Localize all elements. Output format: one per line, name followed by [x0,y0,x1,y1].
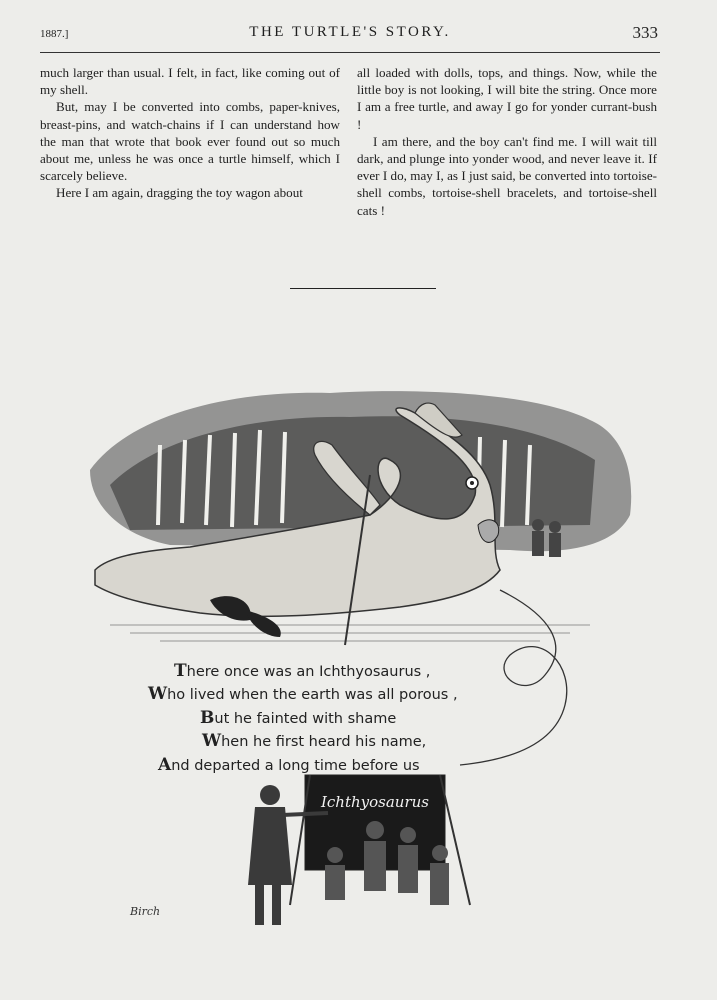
section-divider [290,288,436,289]
header-date: 1887.] [40,28,69,40]
verse-line: But he fainted with shame [200,707,397,728]
text-column-right [357,64,657,219]
page-header [40,22,660,53]
verse-line: And departed a long time before us [158,754,420,775]
header-title: THE TURTLE'S STORY. [249,24,451,40]
paragraph: I am there, and the boy can't find me. I will wait till dark, and plunge into yonder wood, and never leave it. If ever I do, may I, as I just said, be converted into tortoise-shell combs, tortoise-shell bracelets, and tortoise-shell cats ! [357,133,657,218]
paragraph: much larger than usual. I felt, in fact, like coming out of my shell. [40,65,340,98]
paragraph: Here I am again, dragging the toy wagon about [56,185,303,201]
artist-signature: Birch [130,905,161,918]
paragraph: all loaded with dolls, tops, and things. Now, while the little boy is not looking, I will bite the string. Once more I am a free turtle, and away I go for yonder currant-bush ! [357,65,657,132]
page-number: 333 [632,23,658,42]
paragraph: But, may I be converted into combs, paper-knives, breast-pins, and watch-chains if I can understand how the man that wrote that book ever found out so much about me, unless he was once a turtle himself, which I scarcely believe. [40,99,340,184]
blackboard-text: Ichthyosaurus [320,793,430,811]
verse-line: Who lived when the earth was all porous , [148,684,458,705]
verse-block [140,660,580,777]
verse-line: When he first heard his name, [202,731,427,752]
text-column-left [40,64,340,202]
ground-hatching [110,625,590,641]
verse-line: There once was an Ichthyosaurus , [174,661,431,681]
